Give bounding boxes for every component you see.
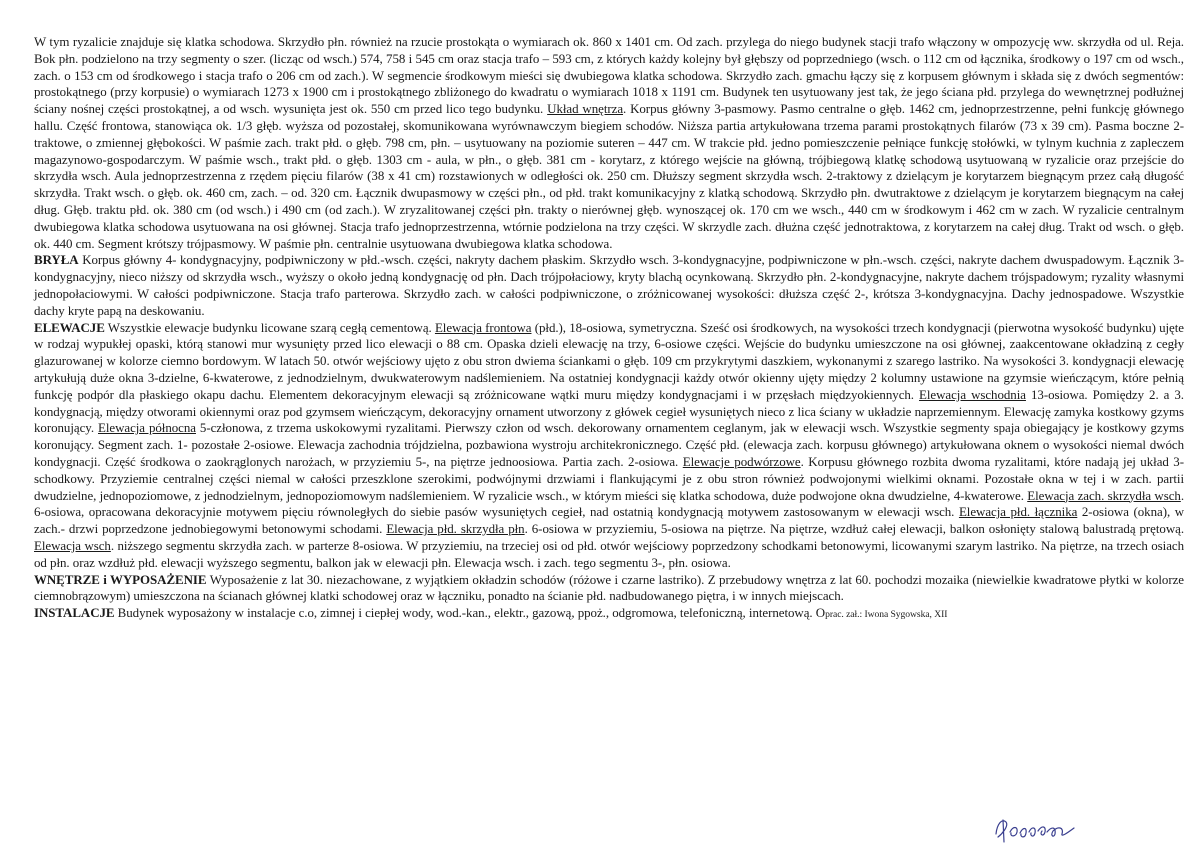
subheading-elewacja-zach-skrzydla-wsch: Elewacja zach. skrzydła wsch xyxy=(1027,487,1181,503)
text-segment: . 6-osiowa w przyziemiu, 5-osiowa na piętrze. Na piętrze, wzdłuż całej elewacji, balkon osłonięty stalową balustradą prętową. xyxy=(524,521,1185,537)
paragraph-instalacje xyxy=(34,605,1184,624)
subheading-elewacja-pld-lacznika: Elewacja płd. łącznika xyxy=(958,504,1078,520)
text-segment: (płd.), 18-osiowa, symetryczna. Sześć osi środkowych, na wysokości trzech kondygnacji (pierwotna wysokość budynku) ujęte w rodzaj wypukłej opaski, którą stanowi mur wysunięty przed lico elewacji o 88 cm. Opaska dzieli elewację na trzy, 6-osiowe części. Wejście do budynku umieszczone na osi głównej, zaakcentowane okładziną z cegły glazurowanej w kolorze ciemno bordowym. W latach 50. otwór wejściowy ujęto z obu stron dwiema ściankami o głęb. 109 cm przykrytymi daszkiem, wykonanymi z szarego lastriko. Na wysokości 3. kondygnacji elewację artykułują duże okna 3-dzielne, 6-kwaterowe, z jednodzielnym, dwukwaterowym nadślemieniem. Na ostatniej kondygnacji każdy otwór okienny ujęty między 2 kolumny ustawione na gzymsie wieńczącym, które pełnią funkcję podpór dla płaskiego okapu dachu. Elementem dekoracyjnym elewacji są zróżnicowane wątki muru między kondygnacjami i w przęsłach międzyokiennych. xyxy=(34,319,1184,402)
section-heading-wnetrze: WNĘTRZE i WYPOSAŻENIE xyxy=(34,571,207,587)
subheading-elewacja-wschodnia: Elewacja wschodnia xyxy=(919,386,1026,402)
text-segment: Wszystkie elewacje budynku licowane szarą cegłą cementową. xyxy=(104,319,435,335)
subheading-elewacja-wsch: Elewacja wsch xyxy=(34,537,111,553)
paragraph-bryla xyxy=(34,252,1184,319)
section-heading-bryla: BRYŁA xyxy=(34,252,79,268)
prepared-by-note: prac. zał.: Iwona Sygowska, XII xyxy=(825,609,948,621)
paragraph-elewacje xyxy=(34,320,1184,572)
text-segment: . Korpusu głównego rozbita dwoma ryzalitami, które nadają jej układ 3-schodkowy. Przyziemie centralnej części niemal w całości przeszklone szerokimi, podwójnymi drzwiami i flankującymi je z obu stron również podwojonymi wielkimi oknami. Pozostałe okna w tej i w zach. partii dwudzielne, jednopoziomowe, z jednodzielnym, jednopoziomowym nadślemieniem. W ryzalicie wsch., w którym mieści się klatka schodowa, duże podwojone okna dwudzielne, 4-kwaterowe. xyxy=(34,453,1184,503)
prepared-by-initial: O xyxy=(815,605,826,621)
section-heading-elewacje: ELEWACJE xyxy=(34,319,105,335)
text-segment: W tym ryzalicie znajduje się klatka schodowa. Skrzydło płn. również na rzucie prostokąta o wymiarach ok. 860 x 1401 cm. Od zach. przylega do niego budynek stacji trafo włączony w ompozycję ww. skrzydła od ul. Reja. Bok płn. podzielono na trzy segmenty o szer. (licząc od wsch.) 574, 758 i 545 cm oraz stacja trafo – 593 cm, z których każdy kolejny był głębszy od poprzedniego (wsch. o 112 cm od łącznika, środkowy o 197 cm od wsch., zach. o 153 cm od środkowego i stacja trafo o 206 cm od zach.). W segmencie środkowym mieści się dwubiegowa klatka schodowa. Skrzydło zach. gmachu łączy się z korpusem głównym i składa się z dwóch segmentów: prostokątnego (przy korpusie) o wymiarach 1273 x 1900 cm i prostokątnego zbliżonego do kwadratu o wymiarach 1018 x 1191 cm. Budynek ten usytuowany jest tak, że jego ściana płd. przylega do wewnętrznej podłużnej ściany nośnej części prostokątnej, a od wsch. wysunięta jest ok. 550 cm przed lico tego budynku. xyxy=(34,34,1184,117)
text-segment: . 6-osiowa, opracowana dekoracyjnie motywem pięciu równoległych do siebie pasów wysuniętych cegieł, nad ostatnią kondygnacją motywem zastosowanym w elewacji wsch. xyxy=(34,487,1184,520)
paragraph-wnetrze xyxy=(34,572,1184,606)
text-segment: Korpus główny 4- kondygnacyjny, podpiwniczony w płd.-wsch. części, nakryty dachem płaskim. Skrzydło wsch. 3-kondygnacyjne, podpiwniczone w płn.-wsch. części, nakryte dachem dwuspadowym. Łącznik 3- kondygnacyjny, nieco niższy od skrzydła wsch., wyższy o około jedną kondygnację od płn. Dach trójpołaciowy, kryty blachą ocynkowaną. Skrzydło płn. 2-kondygnacyjne, nakryte dachem trójspadowym; ryzality własnymi jednopołaciowymi. W całości podpiwniczone. Stacja trafo parterowa. Skrzydło zach. w całości podpiwniczone, o zróżnicowanej wysokości: dłuższa część 2-, krótsza 3-kondygnacyjna. Dachy jednospadowe. Wszystkie dachy kryte papą na deskowaniu. xyxy=(34,252,1184,318)
subheading-elewacje-podworzowe: Elewacje podwórzowe xyxy=(682,453,801,469)
document-body xyxy=(34,34,1184,624)
heading-uklad-wnetrza: Układ wnętrza xyxy=(547,101,624,117)
subheading-elewacja-pld-skrzydla-pln: Elewacja płd. skrzydła płn xyxy=(386,521,525,537)
section-heading-instalacje: INSTALACJE xyxy=(34,605,115,621)
text-segment: 13-osiowa. Pomiędzy 2. a 3. kondygnacją, między otworami okiennymi oraz pod gzymsem wieńczącym, dekoracyjny ornament utworzony z główek cegieł wysuniętych nieco z lica ściany w układzie naprzemiennym. Elewację zamyka kostkowy gzyms koronujący. xyxy=(34,386,1184,436)
text-segment: 2-osiowa (okna), w zach.- drzwi poprzedzone jednobiegowymi betonowymi schodami. xyxy=(34,504,1184,537)
text-segment: 5-członowa, z trzema uskokowymi ryzalitami. Pierwszy człon od wsch. dekorowany ornamentem ceglanym, jak w elewacji wsch. Wszystkie segmenty spaja obiegający je kostkowy gzyms koronujący. Segment zach. 1- pozostałe 2-osiowe. Elewacja zachodnia trójdzielna, pozbawiona wystroju architekronicznego. Część płd. (elewacja zach. korpusu głównego) artykułowana oknem o wysokości niemal dwóch kondygnacji. Część środkowa o zaokrąglonych narożach, w przyziemiu 5-, na piętrze jednoosiowa. Partia zach. 2-osiowa. xyxy=(34,420,1184,469)
signature-icon xyxy=(990,812,1082,846)
subheading-elewacja-polnocna: Elewacja północna xyxy=(98,420,196,436)
text-segment: . niższego segmentu skrzydła zach. w parterze 8-osiowa. W przyziemiu, na trzeciej osi od płd. otwór wejściowy poprzedzony schodkami betonowymi, licowanymi szarym lastriko. Na piętrze, na trzech osiach od płn. oraz wzdłuż płd. elewacji wyższego segmentu, balkon jak w elewacji płn. Elewacja wsch. i zach. tego segmentu 3-, płn. osiowa. xyxy=(34,537,1184,570)
paragraph-layout xyxy=(34,34,1184,252)
handwritten-signature xyxy=(990,812,1082,846)
text-segment: . Korpus główny 3-pasmowy. Pasmo centralne o głęb. 1462 cm, jednoprzestrzenne, pełni funkcję głównego hallu. Część frontowa, stanowiąca ok. 1/3 głęb. wyższa od pozostałej, skomunikowana wyrównawczym biegiem schodów. Niższa partia artykułowana trzema parami prostokątnych filarów (73 x 39 cm). Pasma boczne 2-traktowe, o zmiennej głębokości. W paśmie zach. trakt płd. o głęb. 798 cm, płn. – usytuowany na poziomie suteren – 447 cm. W trakcie płd. jedno pomieszczenie pełniące funkcję stołówki, w tylnym kuchnia z zapleczem magazynowo-gospodarczym. W paśmie wsch., trakt płd. o głęb. 1303 cm - aula, w płn., o głęb. 381 cm - korytarz, z którego wejście na główną, trójbiegową klatkę schodową usytuowaną w ryzalicie oraz przejście do skrzydła wsch. Aula jednoprzestrzenna z rzędem pięciu filarów (38 x 41 cm) rozstawionych w odległości ok. 250 cm. Dłuższy segment skrzydła wsch. 2-traktowy z dzielącym je korytarzem biegnącym przez całą długość skrzydła. Trakt wsch. o głęb. ok. 460 cm, zach. – od. 320 cm. Łącznik dwupasmowy w części płn., od płd. trakt komunikacyjny z klatką schodową. Skrzydło płn. dwutraktowe z dzielącym je korytarzem biegnącym na całej dług. Głęb. traktu płd. ok. 380 cm (od wsch.) i 490 cm (od zach.). W zryzalitowanej części płn. trakty o nierównej głęb. wynoszącej ok. 170 cm we wsch., 440 cm w środkowym i 462 cm w zach. W ryzalicie centralnym dwubiegowa klatka schodowa usytuowana na osi głównej. Stacja trafo jednoprzestrzenna, wtórnie podzielona na trzy części. W skrzydle zach. dłużna część jednotraktowa, z korytarzem na całej dług. Trakt od wsch. o głęb. ok. 440 cm. Segment krótszy trójpasmowy. W paśmie płn. centralnie usytuowana dwubiegowa klatka schodowa. xyxy=(34,101,1184,251)
text-segment: Budynek wyposażony w instalacje c.o, zimnej i ciepłej wody, wod.-kan., elektr., gazową, ppoż., odgromowa, telefoniczną, internetową. xyxy=(114,605,813,621)
subheading-elewacja-frontowa: Elewacja frontowa xyxy=(434,319,532,335)
text-segment: Wyposażenie z lat 30. niezachowane, z wyjątkiem okładzin schodów (różowe i czarne lastriko). Z przebudowy wnętrza z lat 60. pochodzi mozaika (niewielkie kwadratowe płytki w kolorze ciemnobrązowym) umieszczona na ścianach głównej klatki schodowej oraz w łączniku, ponadto na ścianie płd. nadbudowanego piętra, i w innych miejscach. xyxy=(34,571,1184,604)
